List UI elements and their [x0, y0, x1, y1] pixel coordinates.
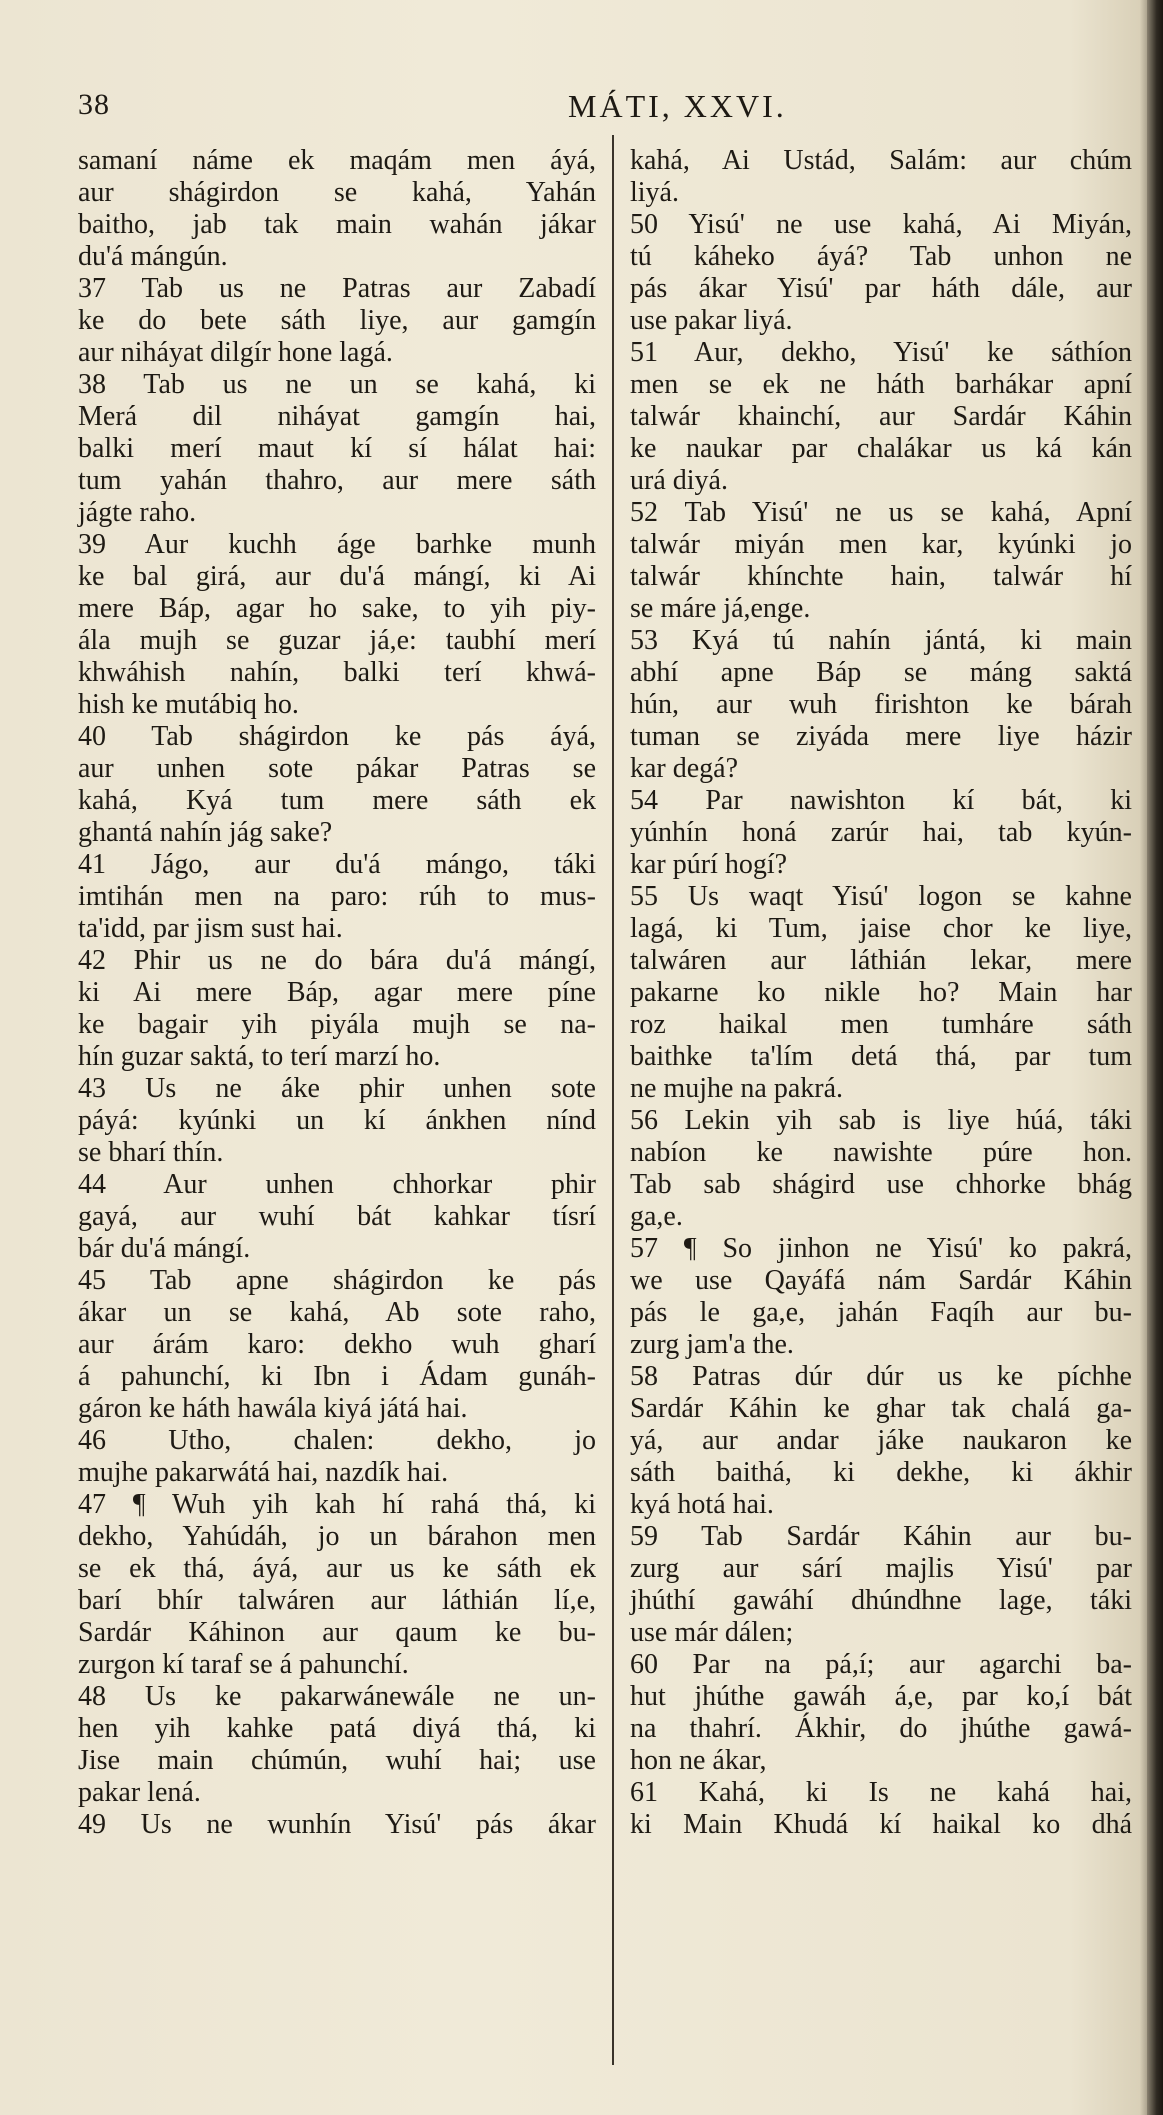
text-line: 55 Us waqt Yisú' logon se kahne: [630, 881, 1132, 912]
left-text-column: [78, 145, 596, 1841]
text-line: 53 Kyá tú nahín jántá, ki main: [630, 625, 1132, 656]
text-line: jhúthí gawáhí dhúndhne lage, táki: [630, 1585, 1132, 1616]
text-line: Merá dil niháyat gamgín hai,: [78, 401, 596, 432]
text-line: nabíon ke nawishte púre hon.: [630, 1137, 1132, 1168]
text-line: sáth baithá, ki dekhe, ki ákhir: [630, 1457, 1132, 1488]
text-line: lagá, ki Tum, jaise chor ke liye,: [630, 913, 1132, 944]
text-line: kahá, Ai Ustád, Salám: aur chúm: [630, 145, 1132, 176]
page-header: [78, 88, 1128, 138]
text-line: 46 Utho, chalen: dekho, jo: [78, 1425, 596, 1456]
page-number: 38: [78, 88, 110, 121]
text-line: aur unhen sote pákar Patras se: [78, 753, 596, 784]
text-line: 54 Par nawishton kí bát, ki: [630, 785, 1132, 816]
text-line: urá diyá.: [630, 465, 728, 496]
text-line: hon ne ákar,: [630, 1745, 767, 1776]
text-line: ála mujh se guzar já,e: taubhí merí: [78, 625, 596, 656]
text-line: zurg aur sárí majlis Yisú' par: [630, 1553, 1132, 1584]
text-line: páyá: kyúnki un kí ánkhen nínd: [78, 1105, 596, 1136]
text-line: hín guzar saktá, to terí marzí ho.: [78, 1041, 441, 1072]
text-line: á pahunchí, ki Ibn i Ádam gunáh-: [78, 1361, 596, 1392]
text-line: 60 Par na pá,í; aur agarchi ba-: [630, 1649, 1132, 1680]
text-line: pakarne ko nikle ho? Main har: [630, 977, 1132, 1008]
text-line: 47 ¶ Wuh yih kah hí rahá thá, ki: [78, 1489, 596, 1520]
text-line: ne mujhe na pakrá.: [630, 1073, 844, 1104]
text-line: talwár miyán men kar, kyúnki jo: [630, 529, 1132, 560]
text-line: mere Báp, agar ho sake, to yih piy-: [78, 593, 596, 624]
text-line: samaní náme ek maqám men áyá,: [78, 145, 596, 176]
text-line: abhí apne Báp se máng saktá: [630, 657, 1132, 688]
text-line: 50 Yisú' ne use kahá, Ai Miyán,: [630, 209, 1132, 240]
text-line: zurg jam'a the.: [630, 1329, 794, 1360]
text-line: khwáhish nahín, balki terí khwá-: [78, 657, 596, 688]
text-line: ákar un se kahá, Ab sote raho,: [78, 1297, 596, 1328]
text-line: ghantá nahín jág sake?: [78, 817, 333, 848]
text-line: we use Qayáfá nám Sardár Káhin: [630, 1265, 1132, 1296]
text-line: aur árám karo: dekho wuh gharí: [78, 1329, 596, 1360]
text-line: pakar lená.: [78, 1777, 201, 1808]
text-line: pás ákar Yisú' par háth dále, aur: [630, 273, 1132, 304]
text-line: 57 ¶ So jinhon ne Yisú' ko pakrá,: [630, 1233, 1132, 1264]
text-line: 45 Tab apne shágirdon ke pás: [78, 1265, 596, 1296]
column-divider: [612, 135, 614, 2065]
text-line: aur niháyat dilgír hone lagá.: [78, 337, 393, 368]
text-line: men se ek ne háth barhákar apní: [630, 369, 1132, 400]
page-edge-shadow: [1147, 0, 1163, 2115]
text-line: ke do bete sáth liye, aur gamgín: [78, 305, 596, 336]
text-line: ke bal girá, aur du'á mángí, ki Ai: [78, 561, 596, 592]
text-line: 42 Phir us ne do bára du'á mángí,: [78, 945, 596, 976]
text-line: 59 Tab Sardár Káhin aur bu-: [630, 1521, 1132, 1552]
text-line: baithke ta'lím detá thá, par tum: [630, 1041, 1132, 1072]
text-line: ta'idd, par jism sust hai.: [78, 913, 343, 944]
text-line: na thahrí. Ákhir, do jhúthe gawá-: [630, 1713, 1132, 1744]
text-line: talwár khínchte hain, talwár hí: [630, 561, 1132, 592]
text-line: pás le ga,e, jahán Faqíh aur bu-: [630, 1297, 1132, 1328]
text-line: dekho, Yahúdáh, jo un bárahon men: [78, 1521, 596, 1552]
text-line: barí bhír talwáren aur láthián lí,e,: [78, 1585, 596, 1616]
text-line: talwár khainchí, aur Sardár Káhin: [630, 401, 1132, 432]
text-line: 52 Tab Yisú' ne us se kahá, Apní: [630, 497, 1132, 528]
right-text-column: [630, 145, 1132, 1841]
text-line: hish ke mutábiq ho.: [78, 689, 299, 720]
text-line: aur shágirdon se kahá, Yahán: [78, 177, 596, 208]
text-line: 56 Lekin yih sab is liye húá, táki: [630, 1105, 1132, 1136]
text-line: 48 Us ke pakarwánewále ne un-: [78, 1681, 596, 1712]
text-line: yá, aur andar jáke naukaron ke: [630, 1425, 1132, 1456]
text-line: balki merí maut kí sí hálat hai:: [78, 433, 596, 464]
text-line: roz haikal men tumháre sáth: [630, 1009, 1132, 1040]
text-line: use már dálen;: [630, 1617, 794, 1648]
text-line: 41 Jágo, aur du'á mángo, táki: [78, 849, 596, 880]
text-line: ke naukar par chalákar us ká kán: [630, 433, 1132, 464]
text-line: se máre já,enge.: [630, 593, 811, 624]
text-line: Sardár Káhin ke ghar tak chalá ga-: [630, 1393, 1132, 1424]
text-line: 58 Patras dúr dúr us ke píchhe: [630, 1361, 1132, 1392]
text-line: 43 Us ne áke phir unhen sote: [78, 1073, 596, 1104]
text-line: 49 Us ne wunhín Yisú' pás ákar: [78, 1809, 596, 1840]
text-line: ke bagair yih piyála mujh se na-: [78, 1009, 596, 1040]
text-line: mujhe pakarwátá hai, nazdík hai.: [78, 1457, 449, 1488]
text-line: zurgon kí taraf se á pahunchí.: [78, 1649, 409, 1680]
text-line: 39 Aur kuchh áge barhke munh: [78, 529, 596, 560]
text-line: jágte raho.: [78, 497, 197, 528]
text-line: hut jhúthe gawáh á,e, par ko,í bát: [630, 1681, 1132, 1712]
text-line: gayá, aur wuhí bát kahkar tísrí: [78, 1201, 596, 1232]
text-line: bár du'á mángí.: [78, 1233, 251, 1264]
text-line: 40 Tab shágirdon ke pás áyá,: [78, 721, 596, 752]
text-line: ki Main Khudá kí haikal ko dhá: [630, 1809, 1132, 1840]
text-line: hen yih kahke patá diyá thá, ki: [78, 1713, 596, 1744]
text-line: 51 Aur, dekho, Yisú' ke sáthíon: [630, 337, 1132, 368]
text-line: Jise main chúmún, wuhí hai; use: [78, 1745, 596, 1776]
text-line: hún, aur wuh firishton ke bárah: [630, 689, 1132, 720]
text-line: 61 Kahá, ki Is ne kahá hai,: [630, 1777, 1132, 1808]
text-line: kyá hotá hai.: [630, 1489, 774, 1520]
text-line: 37 Tab us ne Patras aur Zabadí: [78, 273, 596, 304]
text-line: ga,e.: [630, 1201, 683, 1232]
text-line: kar degá?: [630, 753, 739, 784]
text-line: tuman se ziyáda mere liye házir: [630, 721, 1132, 752]
text-line: kar púrí hogí?: [630, 849, 788, 880]
running-title: MÁTI, XXVI.: [568, 88, 787, 124]
text-line: tú káheko áyá? Tab unhon ne: [630, 241, 1132, 272]
text-line: kahá, Kyá tum mere sáth ek: [78, 785, 596, 816]
text-line: tum yahán thahro, aur mere sáth: [78, 465, 596, 496]
text-line: liyá.: [630, 177, 679, 208]
text-line: 38 Tab us ne un se kahá, ki: [78, 369, 596, 400]
text-line: 44 Aur unhen chhorkar phir: [78, 1169, 596, 1200]
text-line: ki Ai mere Báp, agar mere píne: [78, 977, 596, 1008]
text-line: Sardár Káhinon aur qaum ke bu-: [78, 1617, 596, 1648]
text-line: du'á mángún.: [78, 241, 228, 272]
text-line: yúnhín honá zarúr hai, tab kyún-: [630, 817, 1132, 848]
text-line: baitho, jab tak main wahán jákar: [78, 209, 596, 240]
text-line: use pakar liyá.: [630, 305, 793, 336]
text-line: talwáren aur láthián lekar, mere: [630, 945, 1132, 976]
text-line: gáron ke háth hawála kiyá játá hai.: [78, 1393, 468, 1424]
text-line: imtihán men na paro: rúh to mus-: [78, 881, 596, 912]
text-line: se ek thá, áyá, aur us ke sáth ek: [78, 1553, 596, 1584]
text-line: se bharí thín.: [78, 1137, 224, 1168]
text-line: Tab sab shágird use chhorke bhág: [630, 1169, 1132, 1200]
